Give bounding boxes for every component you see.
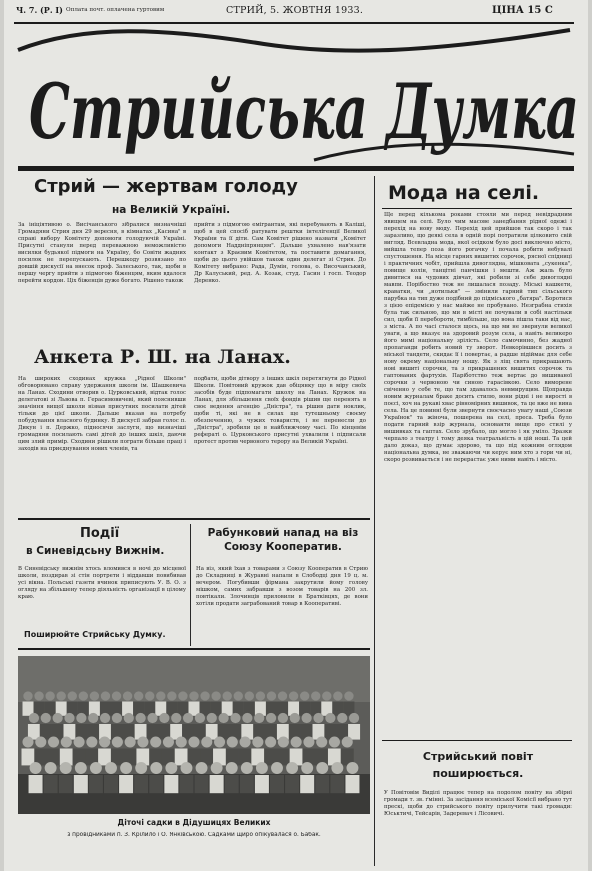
fashion-body: Ще перед кількома роками стояли ми перед невідрадним явищем на селі. Було чим масове занедбання рідної одежі і перехід на нову моду. Перехід цей прийшов так скоро і так заразливо, що деякі села в одній порі потратили цілковито свій вигляд. Всевладна мода, якої осідком було досі виключно місто, вийшла тепер поза його рогачку і почала робити небувалі спустошення. На місце гарних вишитих сорочок, рясної спідниці і практичних чобіт, прийшла дивоглядна, мішковата „сукенка", повище колін, танцітні панчішки і мешти. Аж жаль було дивитися на чудових дівчат, які робили зі себе дивоглядні мавпи. Порібостно теж не лишалася позаду. Міські кашкети, краватки, чи „нотильки" — змінили гарний тип сільського парубка на тип дуже подібний до підміського „батяра". Боротися з цією епідемією у нас майже не пробувано. Незграбна стихія була так сильною, що ми в місті не почували в собі настільки сил, щоби її перебороти, тимбільше, що вона пішла таки від нас, з міста. А по часі сталося щось, на що ми не звернули великої уваги, а що вказує на здоровий розум села, а навіть великеро його мимі національну зрілість. Село самочинно, без жадної пропаганди робить новий ту зворот. Невкорівшися досить з міської тандети, скидає її і повертає, а радше підіймає для себе нову окрему національну ношу. Як з ліщ свята прикрашають нові вишиті сорочки, та з прикрашених вишитих сорочок та гаптованих фартухів. Паріботство теж вертає до вишиваної сорочки з червоною чи синою гарасівкою. Село виморене свіченно у себе те, що там здавалось невмирущим. Щоправда новим журналам браке досить стилю, вони рідні і не вирості в поєсі, хоч на рукаві хвас рівномірних вишивок, та це вже не вина села. На це повинні були звернути своєчасно увагу наші „Союзи Українок" та жіноча, пошерена на селі, преса. Треба було подати гарний взір журнала, основанти вище про стилі у вишивках та гаптах. Село зрубало, що могло і як уміло. Зразки черпало з театру і тому деяка театральність в цій ноші. Та цей дало доказ, що думає здорово, та що під кожним оглядом національна думка, не зважаючи чи керує ним хто з гори чи ні, скоро розвивається і не перерастає уже ними навіть і місто. — [384, 212, 572, 463]
events-subhead: в Синевідсьну Вижнім. — [26, 545, 165, 557]
subscribe-slogan: Поширюйте Стрийську Думку. — [24, 630, 166, 639]
right-column-divider — [374, 176, 375, 866]
photo-caption: Діточі садки в Дідушицях Великих — [117, 818, 271, 827]
masthead-title: Стрийська Думка — [29, 67, 579, 156]
famine-subhead: на Великій Україні. — [112, 204, 231, 216]
price: ЦІНА 15 С — [492, 5, 553, 16]
famine-headline: Стрий — жертвам голоду — [34, 176, 298, 197]
issue-number: Ч. 7. (Р. I) — [16, 5, 63, 15]
survey-col2: подбати, щоби дітвору з інших шкіл перетягнути до Рідної Школи. Повітовий кружок дав обіцянку що в міру своїх засобів буде підпомагати школу на Ланах. Кружок на Ланах, для збільшення своїх фондів рішив ще перенять в своє ведення агенцію „Дністра", та рішив дати ноклик, щоби ті, які не в силах ще тутешньому своєму обезпеченню, з чужих товариств, і не перенесли до „Дністра", зробили це в найближчому часі. По кінцевім рефераті о. Цурковського присутні ухвалили і підписали протест против червоного терору на Великій Україні. — [194, 376, 366, 445]
postage-note: Оплата почт. оплачена гуртовим — [66, 7, 165, 13]
photo-top-rule — [18, 648, 370, 650]
survey-rule — [18, 518, 370, 520]
masthead-rule — [18, 166, 574, 171]
fashion-headline: Мода на селі. — [388, 182, 540, 204]
newspaper-page — [4, 0, 588, 871]
fashion-rule — [382, 208, 572, 209]
masthead — [14, 20, 582, 170]
events-divider — [190, 524, 191, 646]
cooperative-headline: Рабунковий напад на віз Союзу Кооператив. — [207, 527, 359, 553]
survey-col1: На широких сходинах кружка „Рідної Школи" обговорювано справу удержання школи ім. Шашкевича на Ланах. Сходини отворив о. Цурковський, відтак голос делегатові зі Львова п. Герасимовичеві, який пояснивши значіння вищої школи візвав присутних посилати дітей тільки до цієї школи. Дальше вказав на потребу побудування власного будинку. В дискусії забрав голос п. Дикун і п. Держко, підносячи заслуги, що визначіші громадяни посилають самі дітей до інших шкіл, даючи цим злий примір. Сходини рішили пограти більше праці і заходів на приєднування нових членів, та — [18, 376, 186, 452]
district-rule — [382, 740, 572, 741]
kindergarten-photo — [18, 656, 370, 814]
survey-headline: Анкета Р. Ш. на Ланах. — [34, 346, 291, 368]
famine-col2: прийти з підмогою емігрантам, які перебувають в Каліші, щоб в цей спосіб ратувати рештки інтелігенції Великої України та її діти. Сам Комітет рішено назвати „Комітет допомоги Наддніпрянцям". Дальше ухвалено нав'язати контакт з Краєвим Комітетом, та поставити домагання, щоби до цього увійшов також один делегат зі Стрия. До Комітету вибрано: Рада, Думін, голова, о. Височанський, Др Калуський, ред. А. Козак, студ. Гасин і госп. Теодор Деренко. — [194, 222, 366, 284]
famine-col1: За ініціятивою о. Висічанського зібралися визначніші Громадяни Стрия дня 29 вересня, в кімнатах „Касина" в справі вибору Комітету допомоги голодуючій Україні. Присутні станули перед переважною неможливістю висилки будьякої підмоги на Україну, бо Совіти жадних посилок не перепускають. Перешкоду розвязано по довшій дискусії на внесок проф. Залеського, так, щоби в першу чергу прийти з підмогою біженцям, яким вдалося перейти кордон. Ціх біженців дуже богато. Рішено також — [18, 222, 186, 284]
district-headline: Стрийський повіт поширюється. — [422, 750, 534, 780]
issue-line — [14, 5, 574, 21]
group-photo-image — [18, 656, 370, 814]
events-body: В Синевідську вижнім хтось вломився в ночі до місцевої школи, поздирав зі стін портрети і віддавши повибивав усі вікна. Польські газети вчинок приписують У. В. О. з огляду на збільшену тепер діяльність організації в цілому краю. — [18, 566, 186, 600]
district-body: У Повітовім Виділі працює тепер на подолом повіту на збірні громади т. зв. ґмінні. За засідання всеміської Комісії вибрано тут прескі, щоби до стрийського повіту прилучити такі громади: Юськтичі, Тейсарів, Задеревач і Лісовичі. — [384, 790, 572, 817]
events-headline: Події — [80, 526, 120, 541]
photo-subcaption: з провідниками п. З. Крілило і О. Янківською. Садками щиро опікувалася о. Бабак. — [67, 832, 321, 838]
cooperative-body: На віз, який їхав з товарами з Союзу Кооператив в Стрию до Складниці в Журавні напали в Слободці дня 19 ц. м. вечером. Погубивши фірмана закрутили йому голову мішком, самих забравши з возом товарів на 200 зл. повтікали. Злочинців приловили в Братківцях, де вони хотіли продати заграбований товар в Кооперативі. — [196, 566, 368, 607]
dateline: СТРИЙ, 5. ЖОВТНЯ 1933. — [226, 5, 364, 16]
masthead-swash-top — [18, 30, 570, 51]
